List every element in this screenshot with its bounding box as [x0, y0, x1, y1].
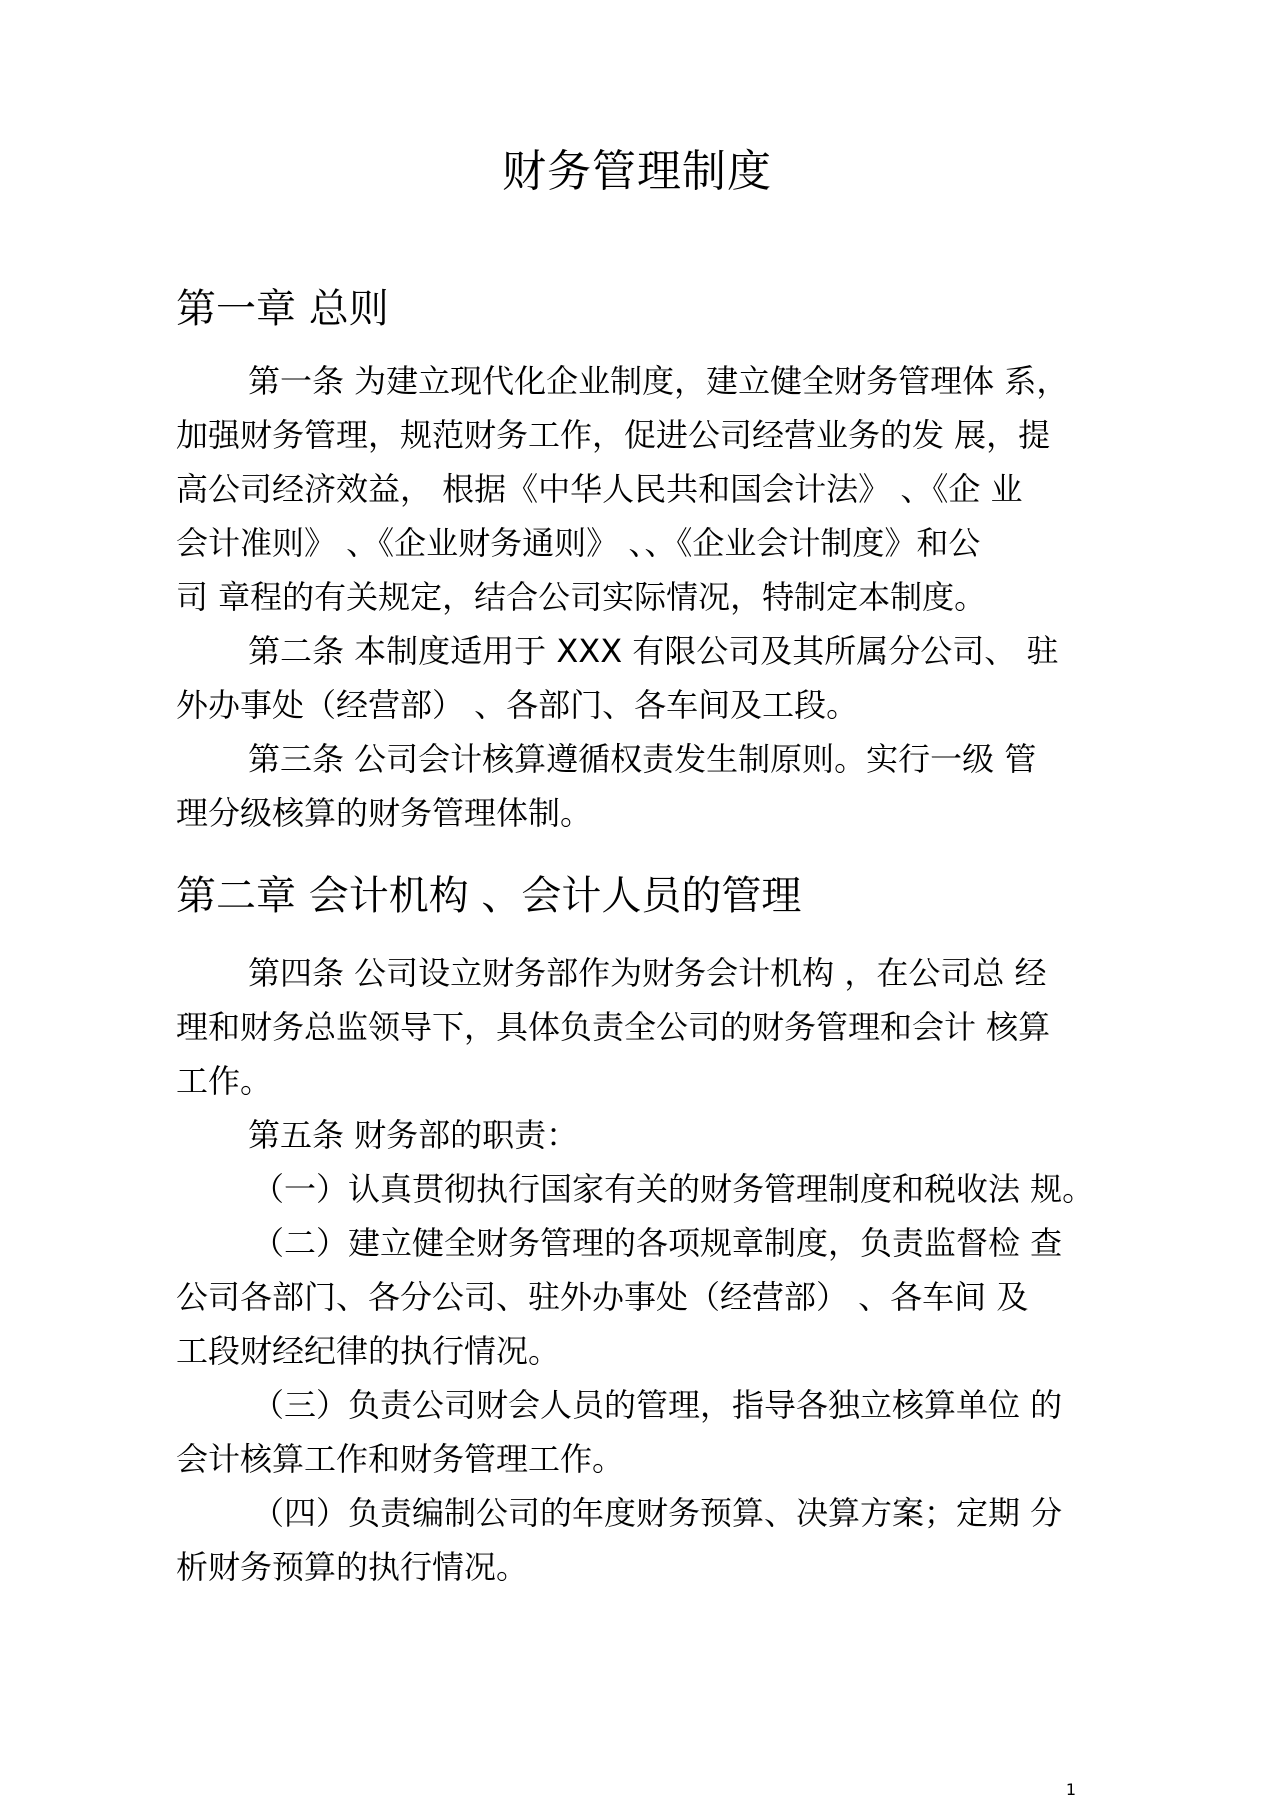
- article-1-line-1: 第一条 为建立现代化企业制度，建立健全财务管理体 系，: [248, 362, 1069, 400]
- page-number: 1: [1065, 1780, 1076, 1799]
- duty-3-line-2: 会计核算工作和财务管理工作。: [176, 1440, 625, 1478]
- chapter-2-heading: 第二章 会计机构 、会计人员的管理: [176, 873, 802, 919]
- document-title: 财务管理制度: [502, 146, 772, 197]
- duty-2-line-1: （二）建立健全财务管理的各项规章制度，负责监督检 查: [252, 1224, 1063, 1262]
- duty-1-line-1: （一）认真贯彻执行国家有关的财务管理制度和税收法 规。: [252, 1170, 1095, 1208]
- article-1-line-2: 加强财务管理，规范财务工作，促进公司经营业务的发 展，提: [176, 416, 1051, 454]
- article-2-line-2: 外办事处（经营部） 、各部门、各车间及工段。: [176, 686, 859, 724]
- chapter-2-body: [176, 946, 1095, 1594]
- article-2-line-1: 第二条 本制度适用于 XXX 有限公司及其所属分公司、 驻: [248, 632, 1059, 670]
- duty-3-line-1: （三）负责公司财会人员的管理，指导各独立核算单位 的: [252, 1386, 1063, 1424]
- article-1-line-5: 司 章程的有关规定，结合公司实际情况，特制定本制度。: [176, 578, 987, 616]
- duty-4-line-1: （四）负责编制公司的年度财务预算、决算方案；定期 分: [252, 1494, 1063, 1532]
- duty-4-line-2: 析财务预算的执行情况。: [176, 1548, 529, 1586]
- chapter-1-heading: 第一章 总则: [176, 286, 389, 332]
- article-5-heading: 第五条 财务部的职责：: [248, 1116, 579, 1154]
- duty-2-line-2: 公司各部门、各分公司、驻外办事处（经营部） 、各车间 及: [176, 1278, 1029, 1316]
- duty-2-line-3: 工段财经纪律的执行情况。: [176, 1332, 561, 1370]
- article-3-line-2: 理分级核算的财务管理体制。: [176, 794, 593, 832]
- article-1-line-4: 会计准则》 、《企业财务通则》 、、《企业会计制度》和公: [176, 524, 981, 562]
- article-4-line-1: 第四条 公司设立财务部作为财务会计机构 ，在公司总 经: [248, 954, 1047, 992]
- article-4-line-3: 工作。: [176, 1062, 273, 1100]
- article-1-line-3: 高公司经济效益， 根据《中华人民共和国会计法》 、《企 业: [176, 470, 1023, 508]
- article-3-line-1: 第三条 公司会计核算遵循权责发生制原则。实行一级 管: [248, 740, 1037, 778]
- article-4-line-2: 理和财务总监领导下，具体负责全公司的财务管理和会计 核算: [176, 1008, 1051, 1046]
- chapter-1-body: [176, 354, 1090, 840]
